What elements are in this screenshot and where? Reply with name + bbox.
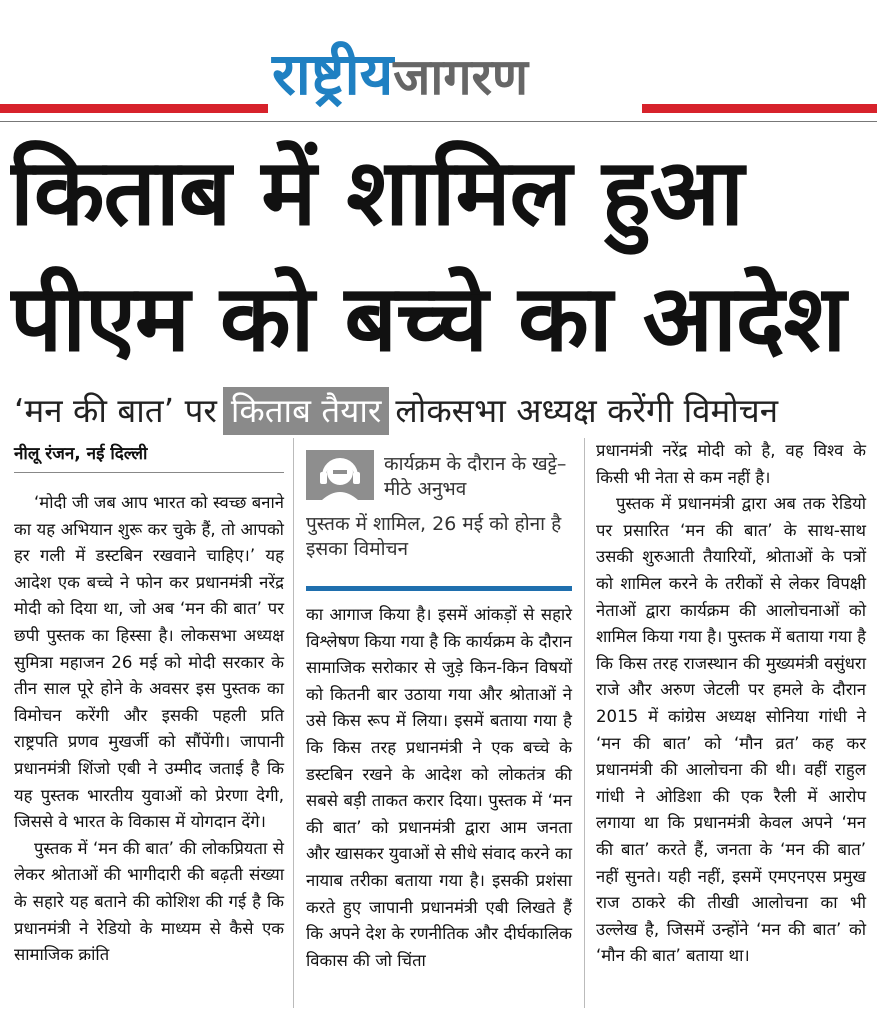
article-paragraph: का आगाज किया है। इसमें आंकड़ों से सहारे विश्लेषण किया गया है कि कार्यक्रम के दौरान सामाजिक सरोकार से जुड़े किन-किन विषयों को कितनी बार उठाया गया और श्रोताओं ने उसे किस रूप में लिया। इसमें बताया गया है कि किस तरह प्रधानमंत्री ने एक बच्चे के डस्टबिन रखने के आदेश को लोकतंत्र की सबसे बड़ी ताकत करार दिया। पुस्तक में ‘मन की बात’ को प्रधानमंत्री द्वारा आम जनता और खासकर युवाओं से सीधे संवाद करने का नायाब तरीका बताया गया है। इसकी प्रशंसा करते हुए जापानी प्रधानमंत्री एबी लिखते हैं कि अपने देश के रणनीतिक और दीर्घकालिक विकास की जो चिंता <box>306 605 572 970</box>
article-column-3 <box>596 438 866 970</box>
headphones-person-icon <box>306 450 374 500</box>
byline: नीलू रंजन, नई दिल्ली <box>14 444 148 464</box>
article-column-2 <box>306 602 572 974</box>
highlight-box-rule <box>306 586 572 591</box>
article-paragraph: प्रधानमंत्री नरेंद्र मोदी को है, वह विश्व के किसी भी नेता से कम नहीं है। <box>596 441 866 487</box>
headline-line-2: पीएम को बच्चे का आदेश <box>10 265 846 372</box>
article-paragraph: पुस्तक में प्रधानमंत्री द्वारा अब तक रेडियो पर प्रसारित ‘मन की बात’ के साथ-साथ उसकी शुरुआती तैयारियों, श्रोताओं के पत्रों को शामिल करने के तरीकों से लेकर विपक्षी नेताओं द्वारा कार्यक्रम की आलोचनाओं को शामिल किया गया है। पुस्तक में बताया गया है कि किस तरह राजस्थान की मुख्यमंत्री वसुंधरा राजे और अरुण जेटली पर हमले के दौरान 2015 में कांग्रेस अध्यक्ष सोनिया गांधी ने ‘मन की बात’ को ‘मौन व्रत’ कह कर प्रधानमंत्री की आलोचना की थी। वहीं राहुल गांधी ने ओडिशा की एक रैली में आरोप लगाया था कि प्रधानमंत्री केवल अपने ‘मन की बात’ करते हैं, जनता के ‘मन की बात’ नहीं सुनते। यही नहीं, इसमें एमएनएस प्रमुख राज ठाकरे की तीखी आलोचना का भी उल्लेख है, जिसमें उन्होंने ‘मन की बात’ को ‘मौन की बात’ बताया था। <box>596 494 866 966</box>
highlight-box <box>306 450 572 580</box>
masthead-rule-left <box>0 104 268 113</box>
highlight-box-text-1: कार्यक्रम के दौरान के खट्टे–मीठे अनुभव <box>384 453 567 500</box>
subhead-part-1: ‘मन की बात’ पर <box>14 391 217 430</box>
logo-part-jagran: जागरण <box>393 48 529 106</box>
headline-line-1: किताब में शामिल हुआ <box>10 139 743 246</box>
masthead-rule-right <box>642 104 877 113</box>
article-paragraph: ‘मोदी जी जब आप भारत को स्वच्छ बनाने का यह अभियान शुरू कर चुके हैं, तो आपको हर गली में डस्टबिन रखवाने चाहिए।’ यह आदेश एक बच्चे ने फोन कर प्रधानमंत्री नरेंद्र मोदी को दिया था, जो अब ‘मन की बात’ पर छपी पुस्तक का हिस्सा है। लोकसभा अध्यक्ष सुमित्रा महाजन 26 मई को मोदी सरकार के तीन साल पूरे होने के अवसर इस पुस्तक का विमोचन करेंगी और इसकी पहली प्रति राष्ट्रपति प्रणव मुखर्जी को सौंपेंगी। जापानी प्रधानमंत्री शिंजो एबी ने उम्मीद जताई है कि यह पुस्तक भारतीय युवाओं को प्रेरणा देगी, जिससे वे भारत के विकास में योगदान देंगे। <box>14 493 284 832</box>
headline <box>10 130 870 382</box>
subheadline <box>14 387 874 435</box>
subhead-highlight: किताब तैयार <box>223 387 390 435</box>
highlight-box-text-2: पुस्तक में शामिल, 26 मई को होना है इसका विमोचन <box>306 513 562 560</box>
logo-part-rashtriya: राष्ट्रीय <box>272 40 394 108</box>
article-column-1 <box>14 490 284 969</box>
newspaper-logo <box>272 34 528 114</box>
column-divider-1 <box>293 438 294 1008</box>
article-paragraph: पुस्तक में ‘मन की बात’ की लोकप्रियता से लेकर श्रोताओं की भागीदारी की बढ़ती संख्या के सहारे यह बताने की कोशिश की गई है कि प्रधानमंत्री ने रेडियो के माध्यम से कैसे एक सामाजिक क्रांति <box>14 838 284 965</box>
subhead-part-2: लोकसभा अध्यक्ष करेंगी विमोचन <box>395 391 779 430</box>
byline-rule <box>14 472 284 473</box>
masthead-thin-rule <box>0 121 877 122</box>
column-divider-2 <box>584 438 585 1008</box>
masthead <box>0 0 877 120</box>
